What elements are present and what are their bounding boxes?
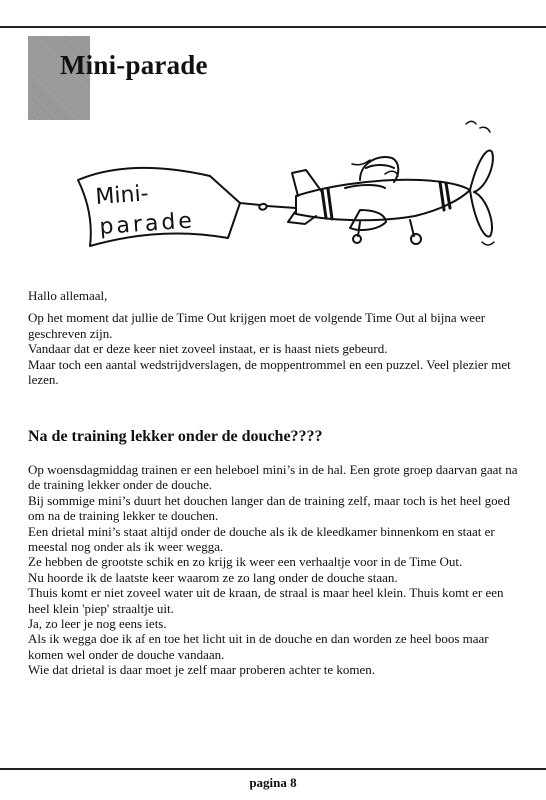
intro-paragraph: Vandaar dat er deze keer niet zoveel instaat, er is haast niets gebeurd. [28,341,388,356]
article-paragraph: Thuis komt er niet zoveel water uit de kraan, de straal is maar heel klein. Thuis komt er een heel klein 'piep' straaltje uit. [28,585,504,616]
intro-text [28,310,518,388]
intro-paragraph: Op het moment dat jullie de Time Out krijgen moet de volgende Time Out al bijna weer geschreven zijn. [28,310,486,341]
intro-paragraph: Maar toch een aantal wedstrijdverslagen, de moppentrommel en een puzzel. Veel plezier met lezen. [28,356,511,387]
article-paragraph: Wie dat drietal is daar moet je zelf maar proberen achter te komen. [28,662,376,678]
pilot [360,157,398,182]
greeting: Hallo allemaal, [28,288,108,303]
article-paragraph: Nu hoorde ik de laatste keer waarom ze zo lang onder de douche staan. [28,569,398,585]
tow-rope [240,203,267,210]
airplane-banner-illustration [60,118,510,258]
banner-text-line1: Mini- [94,181,150,210]
article-body [28,462,518,678]
page-number: pagina 8 [249,775,297,790]
banner-text-line2: parade [98,208,196,240]
article-paragraph: Op woensdagmiddag trainen er een heleboel mini’s in de hal. Een grote groep daarvan gaat na de training lekker onder de douche. [28,462,518,493]
propeller [470,151,493,237]
top-rule [0,26,546,28]
bottom-rule [0,768,546,770]
article-heading: Na de training lekker onder de douche???? [28,428,323,445]
page-title: Mini-parade [60,50,208,80]
article-paragraph: Ja, zo leer je nog eens iets. [28,616,167,632]
article-paragraph: Bij sommige mini’s duurt het douchen langer dan de training zelf, maar toch is het heel goed om na de training lekker te douchen. [28,492,510,524]
article-paragraph: Ze hebben de grootste schik en zo krijg ik weer een verhaaltje voor in de Time Out. [28,554,463,570]
article-paragraph: Als ik wegga doe ik af en toe het licht uit in de douche en dan worden ze heel boos maar komen wel onder de douche vandaan. [28,631,489,662]
article-paragraph: Een drietal mini’s staat altijd onder de douche als ik de kleedkamer binnenkom en staat er meestal nog onder als ik weer wegga. [28,523,495,555]
